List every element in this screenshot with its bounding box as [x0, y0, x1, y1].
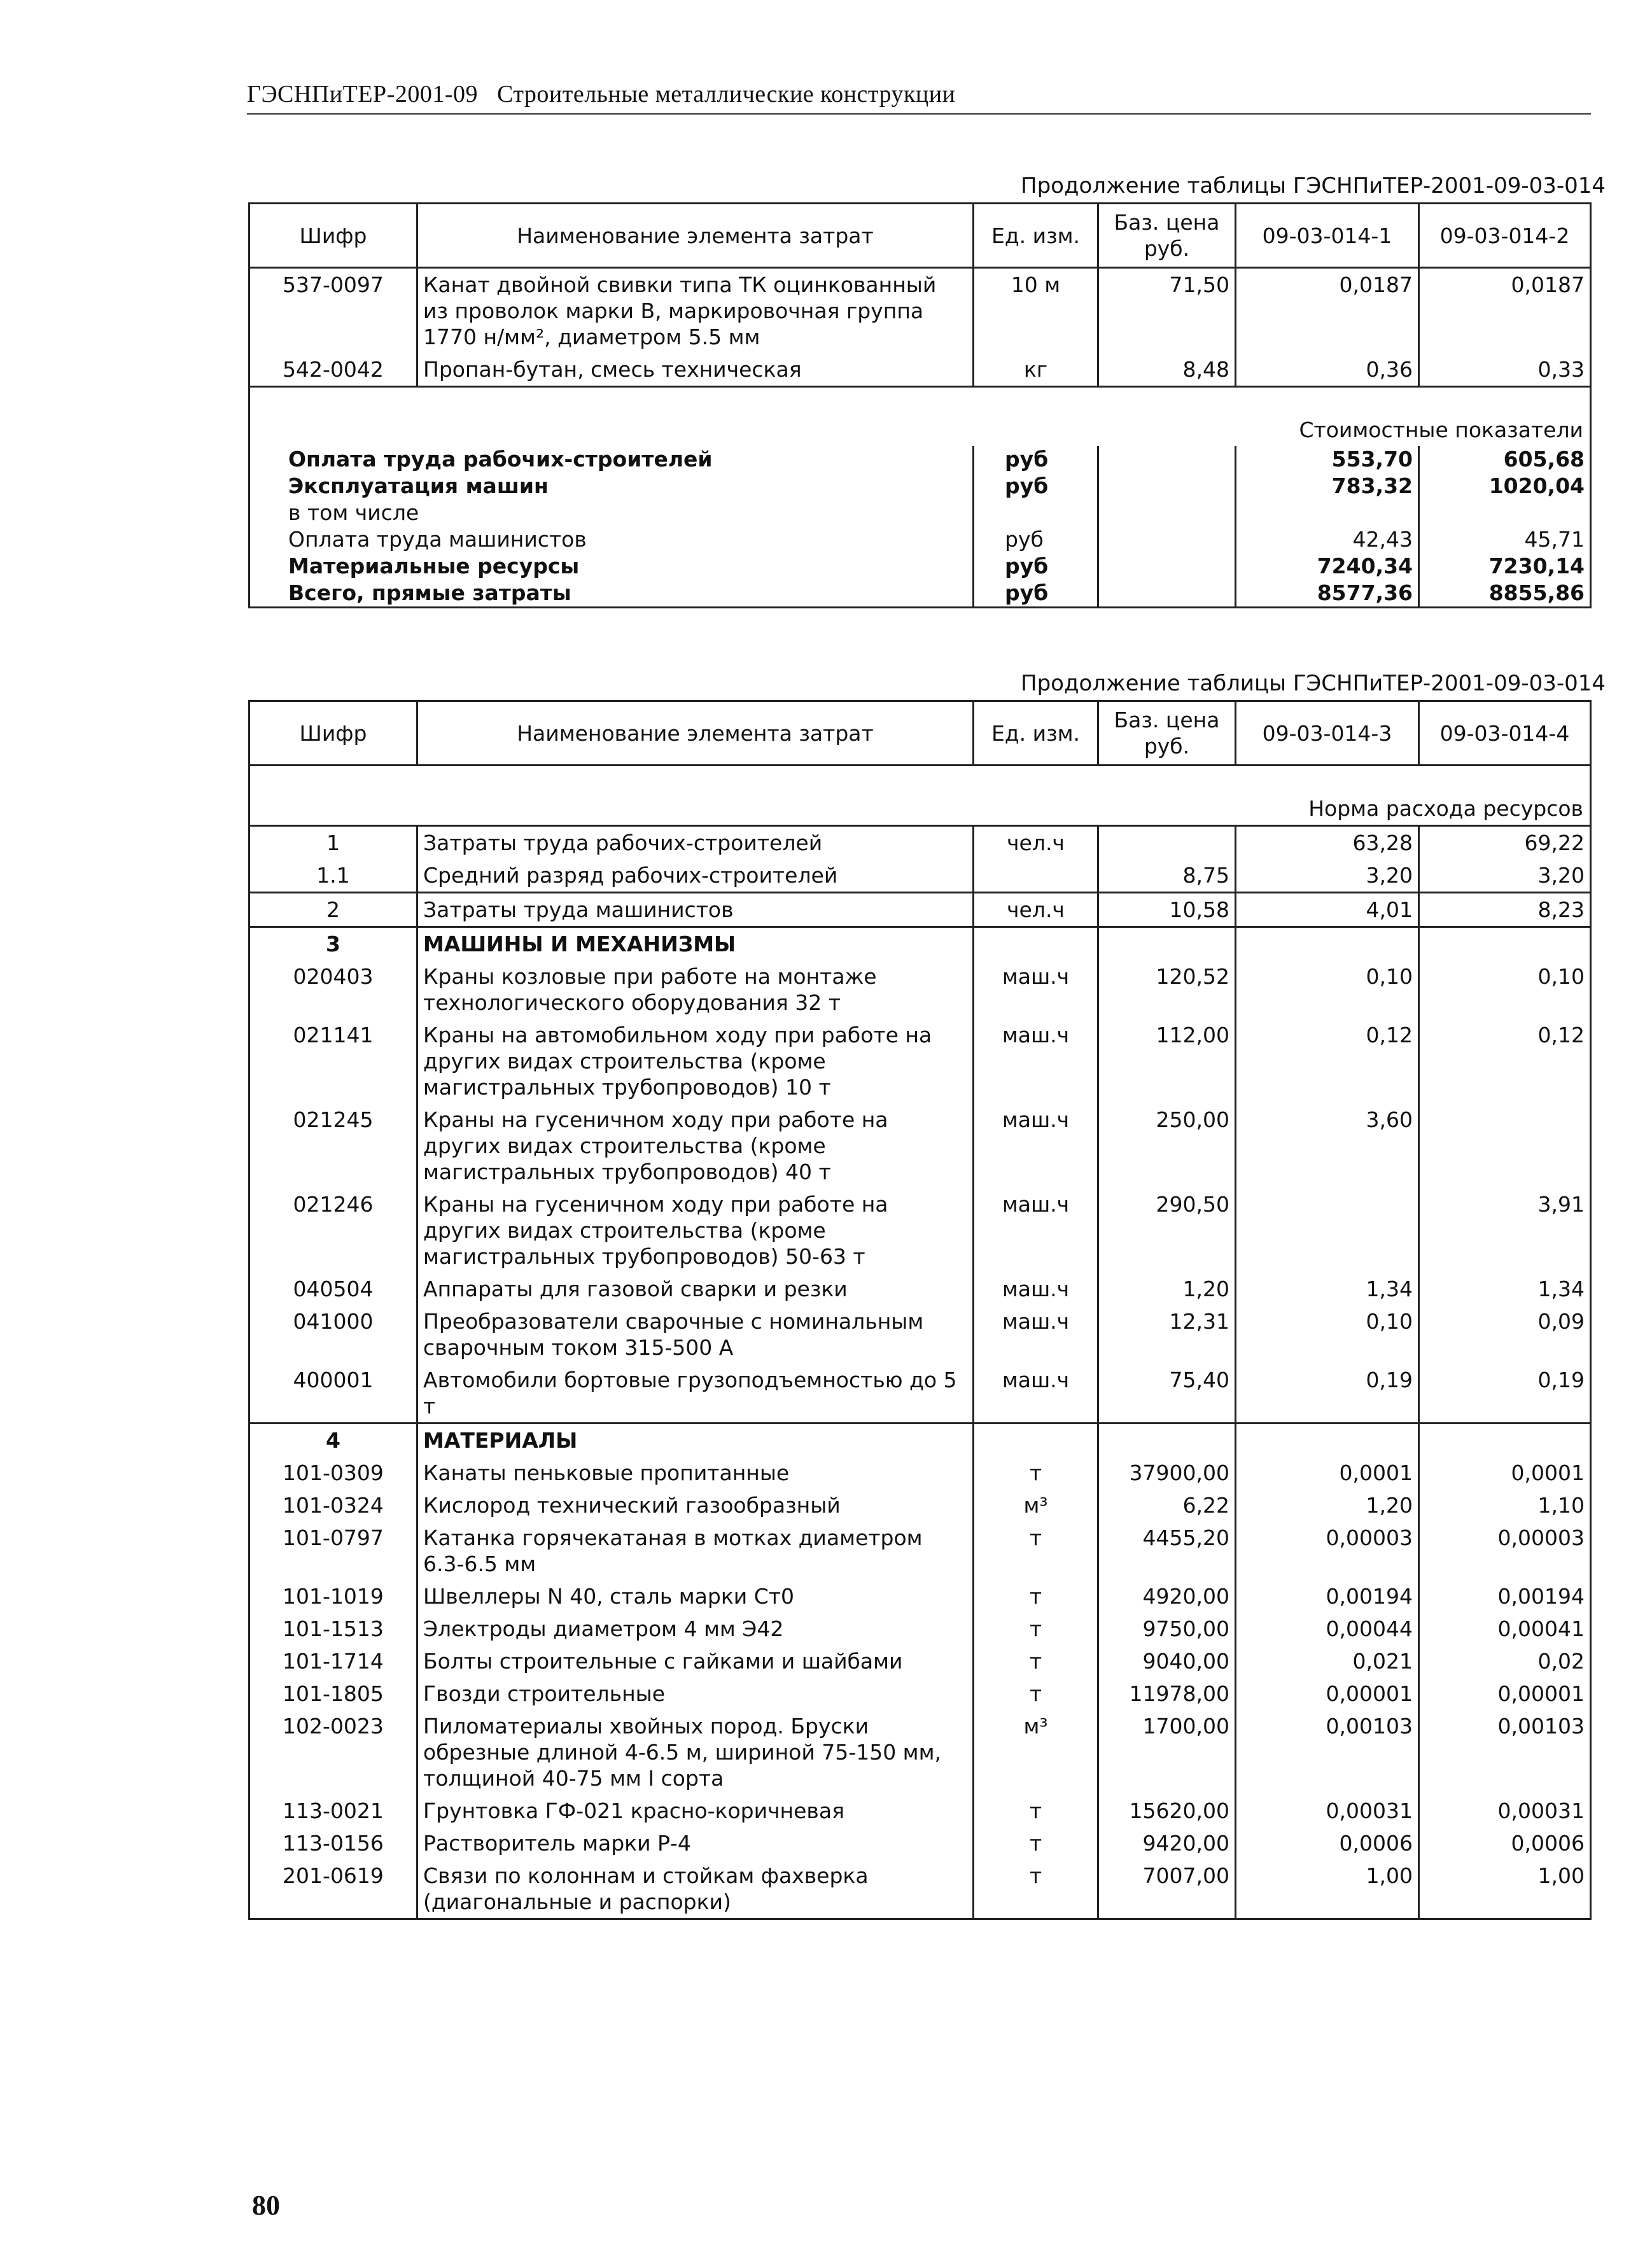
row-price: 290,50: [1098, 1188, 1236, 1273]
cost-value-2: 7230,14: [1488, 554, 1585, 578]
table-row: [249, 1188, 1591, 1273]
row-name: Канат двойной свивки типа ТК оцинкованный из проволок марки В, маркировочная группа 1770 н/мм², диаметром 5.5 мм: [417, 268, 974, 354]
row-unit: маш.ч: [974, 1103, 1098, 1188]
cost-row: [249, 500, 1591, 526]
col-name-header: Наименование элемента затрат: [417, 204, 974, 268]
col-unit-header: Ед. изм.: [974, 204, 1098, 268]
cost-price: [1098, 580, 1236, 608]
col-unit-header: Ед. изм.: [974, 701, 1098, 766]
row-code: 1: [249, 826, 417, 860]
row-unit: т: [974, 1580, 1098, 1613]
row-code: 101-1805: [249, 1677, 417, 1710]
row-value-2: 3,91: [1537, 1192, 1585, 1217]
row-code: 101-1513: [249, 1613, 417, 1645]
row-price: 9420,00: [1098, 1827, 1236, 1859]
col-price-header: Баз. цена руб.: [1098, 204, 1236, 268]
row-unit: чел.ч: [974, 893, 1098, 927]
col-v2-header: 09-03-014-2: [1419, 204, 1591, 268]
row-value-2: 0,00001: [1497, 1681, 1585, 1706]
row-value-2: 0,10: [1537, 964, 1585, 989]
row-name: Преобразователи сварочные с номинальным сварочным током 315-500 А: [417, 1305, 974, 1364]
cost-value-2: 605,68: [1503, 447, 1585, 472]
row-unit: м³: [974, 1489, 1098, 1522]
cost-price: [1098, 526, 1236, 553]
row-code: 102-0023: [249, 1710, 417, 1795]
cost-price: [1098, 473, 1236, 500]
page-header: [247, 80, 955, 108]
row-code: 101-0324: [249, 1489, 417, 1522]
table-row: [249, 859, 1591, 893]
row-unit: т: [974, 1827, 1098, 1859]
row-value-2: 0,0006: [1511, 1831, 1585, 1856]
row-name: Растворитель марки Р-4: [417, 1827, 974, 1859]
row-name: Болты строительные с гайками и шайбами: [417, 1645, 974, 1677]
row-price: 11978,00: [1098, 1677, 1236, 1710]
row-value-2: 0,00031: [1497, 1798, 1585, 1823]
header-rule: [247, 113, 1591, 115]
table-row: [249, 893, 1591, 927]
row-value-1: 0,19: [1236, 1364, 1419, 1424]
row-unit: т: [974, 1613, 1098, 1645]
col-code-header: Шифр: [249, 204, 417, 268]
row-value-1: 0,00001: [1236, 1677, 1419, 1710]
row-name: Электроды диаметром 4 мм Э42: [417, 1613, 974, 1645]
row-code: 101-1714: [249, 1645, 417, 1677]
row-value-1: 0,00031: [1236, 1795, 1419, 1827]
cost-unit: руб: [974, 473, 1098, 500]
cost-row: [249, 553, 1591, 580]
row-unit: т: [974, 1522, 1098, 1580]
table-row: [249, 1103, 1591, 1188]
row-price: 6,22: [1098, 1489, 1236, 1522]
row-value-1: 0,12: [1236, 1019, 1419, 1103]
row-unit: кг: [974, 353, 1098, 387]
table2-body: [249, 701, 1591, 1919]
cost-value-1: [1236, 500, 1419, 526]
row-code: 041000: [249, 1305, 417, 1364]
table-row: [249, 1457, 1591, 1489]
cost-value-1: 8577,36: [1236, 580, 1419, 608]
table-header-row: [249, 701, 1591, 766]
cost-row: [249, 580, 1591, 608]
cost-name: Материальные ресурсы: [249, 553, 974, 580]
row-value-1: 63,28: [1236, 826, 1419, 860]
row-value-2: 1,10: [1537, 1493, 1585, 1518]
row-value-2: 0,12: [1537, 1023, 1585, 1047]
row-code: 542-0042: [249, 353, 417, 387]
table-row: [249, 1424, 1591, 1457]
row-price: 4455,20: [1098, 1522, 1236, 1580]
table-row: [249, 1859, 1591, 1919]
row-unit: т: [974, 1677, 1098, 1710]
row-value-2: 1,00: [1537, 1863, 1585, 1888]
row-value-1: 0,0001: [1236, 1457, 1419, 1489]
cost-name: Всего, прямые затраты: [249, 580, 974, 608]
row-price: [1098, 826, 1236, 860]
table-row: [249, 960, 1591, 1019]
row-value-1: [1236, 927, 1419, 961]
row-value-2: [1419, 927, 1591, 961]
row-code: 4: [249, 1424, 417, 1457]
cost-unit: руб: [974, 526, 1098, 553]
row-name: Автомобили бортовые грузоподъемностью до 5 т: [417, 1364, 974, 1424]
cost-value-1: 7240,34: [1236, 553, 1419, 580]
row-name: Пиломатериалы хвойных пород. Бруски обрезные длиной 4-6.5 м, шириной 75-150 мм, толщиной 40-75 мм I сорта: [417, 1710, 974, 1795]
cost-unit: [974, 500, 1098, 526]
cost-unit: руб: [974, 553, 1098, 580]
row-value-1: 1,34: [1236, 1273, 1419, 1305]
norm-section-title-row: [249, 766, 1591, 826]
row-code: 3: [249, 927, 417, 961]
table-row: [249, 1827, 1591, 1859]
row-value-2: 0,0001: [1511, 1460, 1585, 1485]
row-price: 1700,00: [1098, 1710, 1236, 1795]
row-value-1: 0,021: [1236, 1645, 1419, 1677]
table-row: [249, 1489, 1591, 1522]
row-name: Швеллеры N 40, сталь марки Ст0: [417, 1580, 974, 1613]
row-value-1: 0,10: [1236, 960, 1419, 1019]
cost-value-2: 1020,04: [1488, 473, 1585, 498]
row-value-1: [1236, 1424, 1419, 1457]
row-value-1: 0,00103: [1236, 1710, 1419, 1795]
row-unit: [974, 927, 1098, 961]
row-value-1: 0,10: [1236, 1305, 1419, 1364]
row-code: 113-0156: [249, 1827, 417, 1859]
table-row: [249, 1019, 1591, 1103]
table2-caption: Продолжение таблицы ГЭСНПиТЕР-2001-09-03-014: [1021, 671, 1606, 696]
row-value-2: 0,02: [1537, 1649, 1585, 1674]
row-value-2: 69,22: [1524, 830, 1585, 855]
resource-table-2: [248, 700, 1592, 1920]
row-name: Краны на автомобильном ходу при работе на других видах строительства (кроме магистральных трубопроводов) 10 т: [417, 1019, 974, 1103]
row-unit: [974, 859, 1098, 893]
row-unit: маш.ч: [974, 1364, 1098, 1424]
cost-value-2: 45,71: [1524, 527, 1585, 552]
cost-name: Оплата труда рабочих-строителей: [249, 446, 974, 473]
row-name: Краны козловые при работе на монтаже технологического оборудования 32 т: [417, 960, 974, 1019]
row-value-2: 0,00041: [1497, 1616, 1585, 1641]
row-unit: маш.ч: [974, 1273, 1098, 1305]
row-unit: маш.ч: [974, 1019, 1098, 1103]
row-name: МАШИНЫ И МЕХАНИЗМЫ: [417, 927, 974, 961]
table-row: [249, 826, 1591, 860]
norm-section-title: Норма расхода ресурсов: [249, 766, 1591, 826]
row-price: 4920,00: [1098, 1580, 1236, 1613]
row-code: 1.1: [249, 859, 417, 893]
row-name: МАТЕРИАЛЫ: [417, 1424, 974, 1457]
row-price: 15620,00: [1098, 1795, 1236, 1827]
col-code-header: Шифр: [249, 701, 417, 766]
row-value-2: [1419, 1103, 1591, 1188]
cost-value-2: 8855,86: [1488, 580, 1585, 605]
header-title: Строительные металлические конструкции: [497, 81, 956, 108]
cost-price: [1098, 446, 1236, 473]
cost-value-2: [1419, 500, 1591, 526]
row-name: Канаты пеньковые пропитанные: [417, 1457, 974, 1489]
row-unit: т: [974, 1457, 1098, 1489]
row-unit: м³: [974, 1710, 1098, 1795]
row-price: 120,52: [1098, 960, 1236, 1019]
row-price: 75,40: [1098, 1364, 1236, 1424]
row-value-2: 0,00003: [1497, 1525, 1585, 1550]
row-unit: т: [974, 1645, 1098, 1677]
row-unit: [974, 1424, 1098, 1457]
row-code: 537-0097: [249, 268, 417, 354]
row-price: 37900,00: [1098, 1457, 1236, 1489]
row-unit: 10 м: [974, 268, 1098, 354]
row-name: Аппараты для газовой сварки и резки: [417, 1273, 974, 1305]
cost-section-title-row: [249, 387, 1591, 447]
table-row: [249, 1710, 1591, 1795]
table-row: [249, 1613, 1591, 1645]
table-row: [249, 927, 1591, 961]
row-price: 7007,00: [1098, 1859, 1236, 1919]
cost-row: [249, 526, 1591, 553]
row-price: 9750,00: [1098, 1613, 1236, 1645]
row-code: 021246: [249, 1188, 417, 1273]
row-price: [1098, 1424, 1236, 1457]
row-value-1: 0,0187: [1236, 268, 1419, 354]
cost-price: [1098, 500, 1236, 526]
row-code: 101-0797: [249, 1522, 417, 1580]
row-name: Связи по колоннам и стойкам фахверка (диагональные и распорки): [417, 1859, 974, 1919]
table-row: [249, 1305, 1591, 1364]
cost-unit: руб: [974, 446, 1098, 473]
cost-row: [249, 473, 1591, 500]
table-row: [249, 1273, 1591, 1305]
row-value-2: 0,09: [1537, 1309, 1585, 1334]
cost-unit: руб: [974, 580, 1098, 608]
row-value-1: 4,01: [1236, 893, 1419, 927]
col-v1-header: 09-03-014-1: [1236, 204, 1419, 268]
row-value-1: 0,00044: [1236, 1613, 1419, 1645]
page-number: 80: [252, 2190, 280, 2221]
row-unit: маш.ч: [974, 1305, 1098, 1364]
col-name-header: Наименование элемента затрат: [417, 701, 974, 766]
table-row: [249, 353, 1591, 387]
cost-value-1: 42,43: [1236, 526, 1419, 553]
table-row: [249, 1522, 1591, 1580]
row-value-1: 1,20: [1236, 1489, 1419, 1522]
cost-section-title: Стоимостные показатели: [1299, 417, 1583, 442]
cost-value-1: 783,32: [1236, 473, 1419, 500]
row-price: [1098, 927, 1236, 961]
row-code: 201-0619: [249, 1859, 417, 1919]
table-row: [249, 1580, 1591, 1613]
row-value-2: 0,19: [1419, 1364, 1591, 1424]
table-row: [249, 1645, 1591, 1677]
header-code: ГЭСНПиТЕР-2001-09: [247, 81, 478, 108]
row-value-1: 1,00: [1236, 1859, 1419, 1919]
row-price: 1,20: [1098, 1273, 1236, 1305]
cost-value-1: 553,70: [1236, 446, 1419, 473]
row-price: 10,58: [1098, 893, 1236, 927]
row-value-2: 1,34: [1537, 1277, 1585, 1301]
row-unit: т: [974, 1859, 1098, 1919]
row-name: Кислород технический газообразный: [417, 1489, 974, 1522]
row-value-1: 3,60: [1236, 1103, 1419, 1188]
row-code: 400001: [249, 1364, 417, 1424]
row-price: 8,48: [1098, 353, 1236, 387]
table-row: [249, 1795, 1591, 1827]
row-value-2: 0,00194: [1497, 1584, 1585, 1609]
table-row: [249, 268, 1591, 354]
table1-body: [249, 204, 1591, 608]
row-code: 021245: [249, 1103, 417, 1188]
row-value-1: 0,0006: [1236, 1827, 1419, 1859]
row-price: 250,00: [1098, 1103, 1236, 1188]
row-name: Затраты труда машинистов: [417, 893, 974, 927]
row-value-1: 0,36: [1236, 353, 1419, 387]
row-value-1: 0,00003: [1236, 1522, 1419, 1580]
row-unit: маш.ч: [974, 1188, 1098, 1273]
row-code: 113-0021: [249, 1795, 417, 1827]
row-name: Затраты труда рабочих-строителей: [417, 826, 974, 860]
row-price: 12,31: [1098, 1305, 1236, 1364]
col-price-header: Баз. цена руб.: [1098, 701, 1236, 766]
row-name: Грунтовка ГФ-021 красно-коричневая: [417, 1795, 974, 1827]
table1-caption: Продолжение таблицы ГЭСНПиТЕР-2001-09-03-014: [1021, 173, 1606, 199]
row-unit: маш.ч: [974, 960, 1098, 1019]
row-name: Гвозди строительные: [417, 1677, 974, 1710]
row-name: Пропан-бутан, смесь техническая: [417, 353, 974, 387]
row-name: Краны на гусеничном ходу при работе на других видах строительства (кроме магистральных трубопроводов) 50-63 т: [417, 1188, 974, 1273]
row-code: 021141: [249, 1019, 417, 1103]
table-row: [249, 1677, 1591, 1710]
row-value-2: 0,00103: [1497, 1714, 1585, 1739]
row-name: Катанка горячекатаная в мотках диаметром 6.3-6.5 мм: [417, 1522, 974, 1580]
cost-row: [249, 446, 1591, 473]
row-name: Краны на гусеничном ходу при работе на других видах строительства (кроме магистральных трубопроводов) 40 т: [417, 1103, 974, 1188]
row-code: 020403: [249, 960, 417, 1019]
table-header-row: [249, 204, 1591, 268]
col-v2-header: 09-03-014-4: [1419, 701, 1591, 766]
cost-name: Оплата труда машинистов: [249, 526, 974, 553]
row-code: 2: [249, 893, 417, 927]
row-value-2: [1419, 1424, 1591, 1457]
row-value-2: 8,23: [1419, 893, 1591, 927]
row-price: 71,50: [1098, 268, 1236, 354]
row-value-1: 3,20: [1236, 859, 1419, 893]
row-price: 9040,00: [1098, 1645, 1236, 1677]
resource-table-1: [248, 202, 1592, 608]
row-value-1: 0,00194: [1236, 1580, 1419, 1613]
row-code: 040504: [249, 1273, 417, 1305]
row-value-1: [1236, 1188, 1419, 1273]
row-value-2: 3,20: [1419, 859, 1591, 893]
cost-name: в том числе: [249, 500, 974, 526]
cost-name: Эксплуатация машин: [249, 473, 974, 500]
row-value-2: 0,0187: [1511, 272, 1585, 297]
row-code: 101-1019: [249, 1580, 417, 1613]
table-row: [249, 1364, 1591, 1424]
row-unit: чел.ч: [974, 826, 1098, 860]
col-v1-header: 09-03-014-3: [1236, 701, 1419, 766]
row-price: 8,75: [1098, 859, 1236, 893]
row-unit: т: [974, 1795, 1098, 1827]
row-name: Средний разряд рабочих-строителей: [417, 859, 974, 893]
row-code: 101-0309: [249, 1457, 417, 1489]
row-price: 112,00: [1098, 1019, 1236, 1103]
row-value-2: 0,33: [1419, 353, 1591, 387]
cost-price: [1098, 553, 1236, 580]
